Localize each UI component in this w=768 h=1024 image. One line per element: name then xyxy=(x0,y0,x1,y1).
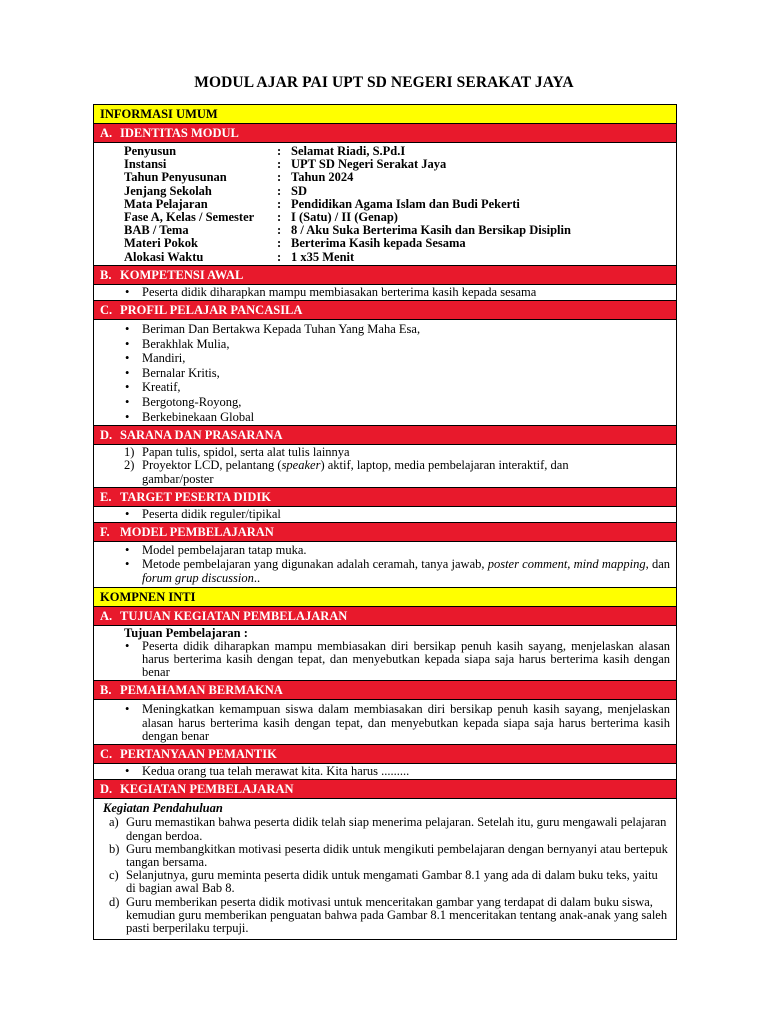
identitas-key: Penyusun xyxy=(124,144,177,158)
bullet-list xyxy=(100,543,670,586)
section-letter: C. xyxy=(100,303,113,318)
identitas-key: Jenjang Sekolah xyxy=(124,183,212,198)
list-item-text: Papan tulis, spidol, serta alat tulis lainnya xyxy=(142,445,350,460)
list-item-text: ) aktif, laptop, media pembelajaran interaktif, dan gambar/poster xyxy=(142,458,569,486)
colon: : xyxy=(277,157,282,172)
list-item-text: Selanjutnya, guru meminta peserta didik untuk mengamati Gambar 8.1 yang ada di dalam buku teks, yaitu di bagian awal Bab 8. xyxy=(126,868,658,896)
list-item-text: Guru membangkitkan motivasi peserta didik untuk mengikuti pembelajaran dengan bernyanyi atau bertepuk tangan bersama. xyxy=(126,841,668,870)
identitas-key: Materi Pokok xyxy=(124,236,198,251)
colon: : xyxy=(277,144,282,158)
komponen-inti-header: KOMPNEN INTI xyxy=(94,588,676,607)
list-item: • Berakhlak Mulia, xyxy=(142,337,670,352)
pemahaman-bermakna-body xyxy=(94,700,676,745)
pemahaman-bermakna-header xyxy=(94,681,676,700)
section-letter: D. xyxy=(100,782,113,797)
module-table xyxy=(93,104,677,940)
list-marker: c) xyxy=(109,868,119,883)
section-title: PROFIL PELAJAR PANCASILA xyxy=(120,303,303,318)
colon: : xyxy=(277,196,282,211)
section-title: IDENTITAS MODUL xyxy=(120,126,239,140)
colon: : xyxy=(277,236,282,251)
sarana-prasarana-header xyxy=(94,426,676,445)
profil-pelajar-body xyxy=(94,320,676,426)
list-item: • Kreatif, xyxy=(142,380,670,395)
list-item-italic: poster comment, mind mapping xyxy=(487,557,646,572)
list-item: • Mandiri, xyxy=(142,351,670,366)
colon: : xyxy=(277,183,282,198)
pertanyaan-pemantik-header xyxy=(94,745,676,764)
target-peserta-body xyxy=(94,507,676,523)
profil-pelajar-header xyxy=(94,301,676,320)
kompetensi-awal-body xyxy=(94,285,676,301)
list-marker: a) xyxy=(109,815,119,830)
section-letter: C. xyxy=(100,747,113,762)
list-item-text: .. xyxy=(253,571,261,586)
kegiatan-pembelajaran-header xyxy=(94,780,676,799)
list-item-italic: forum grup discussion xyxy=(142,571,254,586)
identitas-row xyxy=(124,185,571,198)
kompetensi-awal-header xyxy=(94,266,676,285)
identitas-value: UPT SD Negeri Serakat Jaya xyxy=(291,157,447,172)
section-letter: A. xyxy=(100,608,113,623)
list-item-text: Guru memastikan bahwa peserta didik telah siap menerima pelajaran. Setelah itu, guru mengawali pelajaran dengan berdoa. xyxy=(126,815,667,843)
identitas-value: SD xyxy=(291,183,307,198)
identitas-value: Berterima Kasih kepada Sesama xyxy=(291,236,466,251)
identitas-value: 1 x35 Menit xyxy=(291,249,355,264)
numbered-list xyxy=(100,446,670,486)
list-item xyxy=(109,894,670,936)
list-item xyxy=(142,557,670,585)
list-marker: b) xyxy=(109,841,120,856)
identitas-key: Fase A, Kelas / Semester xyxy=(124,210,255,225)
identitas-value: Selamat Riadi, S.Pd.I xyxy=(291,144,406,158)
informasi-umum-header: INFORMASI UMUM xyxy=(94,105,676,124)
list-item-text: Proyektor LCD, pelantang ( xyxy=(142,458,282,473)
model-pembelajaran-body xyxy=(94,542,676,588)
model-pembelajaran-header xyxy=(94,523,676,542)
section-letter: A. xyxy=(100,126,113,140)
subsection-title: Tujuan Pembelajaran : xyxy=(124,625,248,640)
list-item: • Beriman Dan Bertakwa Kepada Tuhan Yang Maha Esa, xyxy=(142,322,670,337)
pertanyaan-pemantik-body xyxy=(94,764,676,780)
colon: : xyxy=(277,210,282,225)
section-letter: F. xyxy=(100,525,110,539)
colon: : xyxy=(277,170,282,185)
list-item-text: , dan xyxy=(645,557,670,572)
target-peserta-header xyxy=(94,488,676,507)
section-title: TUJUAN KEGIATAN PEMBELAJARAN xyxy=(120,608,348,623)
colon: : xyxy=(277,249,282,264)
identitas-row xyxy=(124,171,571,184)
identitas-key: Mata Pelajaran xyxy=(124,196,208,211)
identitas-key: Instansi xyxy=(124,157,167,172)
section-title: MODEL PEMBELAJARAN xyxy=(120,525,274,539)
bullet-list xyxy=(100,286,670,299)
bullet-list xyxy=(100,640,670,680)
list-item: • Peserta didik reguler/tipikal xyxy=(142,508,670,521)
list-marker: 1) xyxy=(124,445,135,460)
identitas-value: Pendidikan Agama Islam dan Budi Pekerti xyxy=(291,196,520,211)
document-title: MODUL AJAR PAI UPT SD NEGERI SERAKAT JAYA xyxy=(194,74,574,91)
list-item: • Berkebinekaan Global xyxy=(142,410,670,425)
list-item: • Meningkatkan kemampuan siswa dalam membiasakan diri bersikap penuh kasih sayang, menjelaskan alasan harus berterima kasih dengan tepat, dan menyebutkan kepada siapa saja harus berterima kasih dengan benar xyxy=(142,703,670,743)
subsection-title: Kegiatan Pendahuluan xyxy=(103,801,223,816)
section-title: KOMPETENSI AWAL xyxy=(120,267,244,282)
list-marker: 2) xyxy=(124,458,135,473)
list-item: • Bergotong-Royong, xyxy=(142,395,670,410)
section-title: PEMAHAMAN BERMAKNA xyxy=(120,683,283,698)
tujuan-kegiatan-body xyxy=(94,626,676,682)
section-letter: B. xyxy=(100,683,112,698)
list-marker: d) xyxy=(109,894,120,909)
identitas-table xyxy=(124,145,571,264)
bullet-list xyxy=(100,508,670,521)
list-item-italic: speaker xyxy=(281,458,321,473)
identitas-key: Tahun Penyusunan xyxy=(124,170,227,185)
list-item xyxy=(109,868,670,896)
bullet-list xyxy=(100,703,670,743)
list-item-text: Guru memberikan peserta didik motivasi untuk menceritakan gambar yang terdapat di dalam buku siswa, kemudian guru memberikan penguatan bahwa pada Gambar 8.1 menceritakan tentang anak-anak yang saleh pasti berperilaku terpuji. xyxy=(126,894,668,936)
section-letter: D. xyxy=(100,428,113,443)
identitas-row xyxy=(124,237,571,250)
list-item-text: Metode pembelajaran yang digunakan adalah ceramah, tanya jawab, xyxy=(142,557,488,572)
identitas-modul-header xyxy=(94,124,676,143)
lettered-list xyxy=(100,816,670,935)
identitas-value: Tahun 2024 xyxy=(291,170,354,185)
list-item xyxy=(109,841,670,870)
identitas-value: 8 / Aku Suka Berterima Kasih dan Bersikap Disiplin xyxy=(291,223,571,238)
identitas-key: Alokasi Waktu xyxy=(124,249,204,264)
bullet-list xyxy=(100,765,670,778)
bullet-list xyxy=(100,322,670,424)
section-title: TARGET PESERTA DIDIK xyxy=(120,489,271,504)
section-title: PERTANYAAN PEMANTIK xyxy=(120,747,277,762)
list-item: • Peserta didik diharapkan mampu membiasakan diri bersikap penuh kasih sayang, menjelaskan alasan harus berterima kasih dengan tepat, dan menyebutkan kepada siapa saja harus berterima kasih dengan benar xyxy=(142,640,670,680)
colon: : xyxy=(277,223,282,238)
sarana-prasarana-body xyxy=(94,445,676,488)
section-title: KEGIATAN PEMBELAJARAN xyxy=(120,782,294,797)
identitas-row xyxy=(124,251,571,264)
list-item xyxy=(109,815,670,843)
section-letter: B. xyxy=(100,267,112,282)
list-item: • Bernalar Kritis, xyxy=(142,366,670,381)
list-item: • Kedua orang tua telah merawat kita. Kita harus ......... xyxy=(142,765,670,778)
identitas-value: I (Satu) / II (Genap) xyxy=(291,210,398,225)
list-item: • Peserta didik diharapkan mampu membiasakan berterima kasih kepada sesama xyxy=(142,286,670,299)
identitas-key: BAB / Tema xyxy=(124,223,189,238)
list-item xyxy=(124,458,670,486)
tujuan-kegiatan-header xyxy=(94,607,676,626)
list-item: • Model pembelajaran tatap muka. xyxy=(142,543,670,557)
identitas-modul-body xyxy=(94,143,676,266)
section-letter: E. xyxy=(100,489,112,504)
section-title: SARANA DAN PRASARANA xyxy=(120,428,283,443)
kegiatan-pembelajaran-body xyxy=(94,799,676,939)
